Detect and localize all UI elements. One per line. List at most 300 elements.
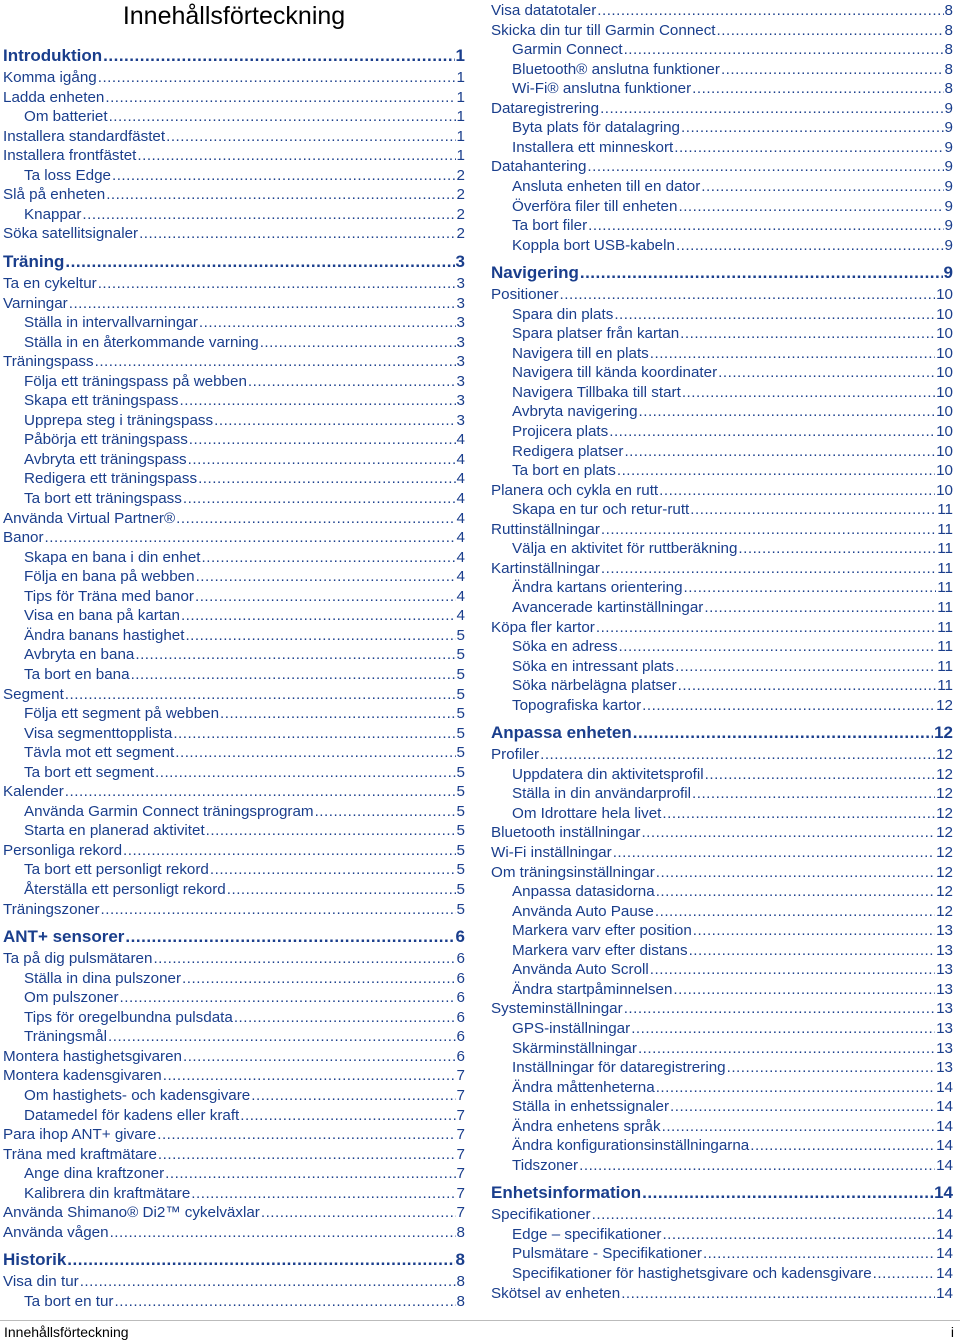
toc-entry-link[interactable]	[512, 805, 953, 824]
toc-dot-leader	[163, 1067, 456, 1085]
toc-entry-link[interactable]	[3, 901, 465, 920]
toc-dot-leader	[175, 744, 455, 762]
toc-entry-title: Ställa in dina pulszoner	[24, 969, 182, 987]
toc-entry-link[interactable]	[3, 1048, 465, 1067]
toc-dot-leader	[131, 666, 456, 684]
toc-entry-title: Träningspass	[3, 353, 94, 371]
toc-entry-title: Navigera Tillbaka till start	[512, 383, 681, 401]
toc-entry-link[interactable]	[512, 80, 953, 99]
toc-dot-leader	[251, 1087, 455, 1105]
toc-entry-link[interactable]	[24, 764, 465, 783]
toc-entry-link[interactable]	[512, 198, 953, 217]
toc-page-number: 6	[456, 1028, 465, 1046]
toc-entry-link[interactable]	[3, 225, 465, 244]
toc-entry-title: Edge – specifikationer	[512, 1225, 662, 1243]
toc-entry-title: Visa segmenttopplista	[24, 724, 173, 742]
toc-entry-link[interactable]	[491, 100, 953, 119]
toc-entry-link[interactable]	[24, 1087, 465, 1106]
toc-entry-link[interactable]	[512, 1265, 953, 1284]
toc-entry-link[interactable]	[24, 470, 465, 489]
toc-page-number: 9	[944, 138, 953, 156]
toc-entry-link[interactable]	[24, 822, 465, 841]
toc-entry-title: Ställa in din användarprofil	[512, 785, 691, 803]
toc-entry-link[interactable]	[512, 1079, 953, 1098]
toc-entry-link[interactable]	[491, 2, 953, 21]
toc-entry-link[interactable]	[512, 903, 953, 922]
toc-dot-leader	[103, 46, 454, 66]
toc-dot-leader	[139, 225, 455, 243]
toc-entry-title: Använda Virtual Partner®	[3, 509, 176, 527]
toc-entry-link[interactable]	[491, 560, 953, 579]
toc-chapter-link[interactable]	[491, 263, 953, 284]
toc-page-number: 14	[936, 1137, 953, 1155]
toc-dot-leader	[198, 470, 455, 488]
toc-entry-link[interactable]	[24, 206, 465, 225]
toc-entry-link[interactable]	[24, 725, 465, 744]
toc-entry-link[interactable]	[24, 607, 465, 626]
toc-entry-link[interactable]	[512, 599, 953, 618]
toc-page-number: 2	[456, 186, 465, 204]
toc-entry-link[interactable]	[3, 295, 465, 314]
toc-entry-link[interactable]	[3, 1204, 465, 1223]
toc-page-number: 11	[937, 657, 953, 675]
toc-entry-link[interactable]	[512, 1040, 953, 1059]
toc-entry-link[interactable]	[512, 364, 953, 383]
toc-page-number: 10	[936, 364, 953, 382]
toc-dot-leader	[120, 989, 456, 1007]
toc-page-number: 4	[456, 470, 465, 488]
toc-page-number: 7	[456, 1086, 465, 1104]
toc-entry-link[interactable]	[24, 392, 465, 411]
footer-divider	[0, 1320, 960, 1321]
toc-page-number: 10	[936, 383, 953, 401]
toc-page-number: 12	[936, 765, 953, 783]
toc-entry-link[interactable]	[3, 1273, 465, 1292]
toc-dot-leader	[633, 723, 933, 743]
toc-dot-leader	[613, 844, 935, 862]
toc-entry-link[interactable]	[3, 510, 465, 529]
toc-page-number: 9	[944, 158, 953, 176]
toc-entry-link[interactable]	[24, 373, 465, 392]
toc-page-number: 12	[936, 804, 953, 822]
toc-entry-link[interactable]	[512, 237, 953, 256]
toc-entry-link[interactable]	[24, 744, 465, 763]
toc-page-number: 14	[936, 1225, 953, 1243]
toc-dot-leader	[202, 549, 456, 567]
toc-entry-link[interactable]	[512, 697, 953, 716]
toc-entry-link[interactable]	[24, 989, 465, 1008]
toc-entry-link[interactable]	[512, 403, 953, 422]
toc-entry-link[interactable]	[512, 766, 953, 785]
toc-entry-title: Tidszoner	[512, 1156, 579, 1174]
toc-entry-link[interactable]	[491, 746, 953, 765]
toc-dot-leader	[185, 627, 455, 645]
toc-entry-title: Ansluta enheten till en dator	[512, 177, 701, 195]
toc-dot-leader	[587, 158, 943, 176]
toc-entry-link[interactable]	[491, 1206, 953, 1225]
toc-entry-link[interactable]	[3, 1067, 465, 1086]
toc-entry-title: Ändra måttenheterna	[512, 1078, 655, 1096]
toc-entry-link[interactable]	[24, 627, 465, 646]
toc-entry-link[interactable]	[512, 501, 953, 520]
toc-entry-link[interactable]	[3, 842, 465, 861]
toc-entry-link[interactable]	[3, 275, 465, 294]
toc-entry-title: Ange dina kraftzoner	[24, 1165, 165, 1183]
toc-page-number: 10	[936, 423, 953, 440]
toc-entry-link[interactable]	[512, 306, 953, 325]
toc-entry-link[interactable]	[512, 384, 953, 403]
toc-entry-link[interactable]	[512, 1245, 953, 1264]
toc-entry-title: Byta plats för datalagring	[512, 119, 681, 137]
toc-entry-link[interactable]	[24, 1293, 465, 1312]
toc-dot-leader	[655, 903, 935, 921]
toc-dot-leader	[106, 186, 455, 204]
toc-entry-title: Banor	[3, 529, 44, 547]
toc-page-number: 4	[456, 607, 465, 625]
toc-entry-title: Avbryta navigering	[512, 403, 638, 421]
toc-page-number: 8	[455, 1250, 465, 1270]
toc-page-number: 14	[936, 1206, 953, 1224]
toc-entry-title: Installera ett minneskort	[512, 138, 674, 156]
toc-entry-title: Ta bort ett personligt rekord	[24, 861, 209, 879]
toc-entry-link[interactable]	[24, 1185, 465, 1204]
toc-entry-link[interactable]	[24, 412, 465, 431]
toc-dot-leader	[597, 2, 943, 20]
toc-entry-link[interactable]	[3, 186, 465, 205]
toc-entry-title: Enhetsinformation	[491, 1183, 642, 1203]
page-title: Innehållsförteckning	[122, 2, 346, 30]
toc-entry-link[interactable]	[24, 549, 465, 568]
toc-page-number: 5	[456, 646, 465, 664]
toc-page-number: 12	[936, 844, 953, 861]
toc-entry-link[interactable]	[24, 314, 465, 333]
toc-entry-link[interactable]	[512, 785, 953, 804]
toc-dot-leader	[101, 901, 456, 919]
toc-dot-leader	[650, 345, 935, 363]
toc-entry-link[interactable]	[512, 1020, 953, 1039]
toc-page-number: 8	[944, 60, 953, 78]
toc-page-number: 9	[944, 99, 953, 117]
toc-dot-leader	[601, 560, 936, 578]
toc-dot-leader	[592, 1206, 935, 1224]
toc-chapter-link[interactable]	[491, 1183, 953, 1204]
toc-page-number: 9	[943, 263, 953, 283]
toc-page-number: 10	[936, 325, 953, 343]
toc-entry-link[interactable]	[3, 783, 465, 802]
toc-entry-link[interactable]	[491, 824, 953, 843]
toc-entry-title: Ta bort ett segment	[24, 763, 155, 781]
toc-entry-link[interactable]	[512, 462, 953, 481]
toc-dot-leader	[656, 1079, 935, 1097]
toc-page-number: 11	[937, 520, 953, 538]
toc-entry-link[interactable]	[24, 970, 465, 989]
toc-entry-link[interactable]	[512, 139, 953, 158]
toc-entry-link[interactable]	[512, 677, 953, 696]
toc-entry-link[interactable]	[3, 89, 465, 108]
toc-entry-title: Ändra konfigurationsinställningarna	[512, 1137, 750, 1155]
toc-page-number: 7	[456, 1165, 465, 1183]
toc-entry-title: Ta bort filer	[512, 217, 588, 235]
toc-entry-link[interactable]	[24, 803, 465, 822]
toc-entry-link[interactable]	[24, 1165, 465, 1184]
toc-page-number: 8	[944, 80, 953, 98]
toc-dot-leader	[82, 206, 455, 224]
toc-dot-leader	[158, 1146, 456, 1164]
toc-entry-link[interactable]	[24, 705, 465, 724]
toc-page-number: 5	[456, 841, 465, 859]
toc-page-number: 6	[456, 1008, 465, 1026]
toc-page-number: 12	[936, 863, 953, 881]
toc-dot-leader	[199, 314, 456, 332]
toc-entry-link[interactable]	[512, 41, 953, 60]
toc-dot-leader	[137, 147, 455, 165]
toc-entry-link[interactable]	[491, 521, 953, 540]
toc-entry-title: Inställningar för dataregistrering	[512, 1059, 726, 1077]
toc-entry-title: Träna med kraftmätare	[3, 1145, 157, 1163]
toc-dot-leader	[674, 139, 943, 157]
toc-chapter-link[interactable]	[491, 723, 953, 744]
toc-dot-leader	[65, 252, 454, 272]
toc-entry-link[interactable]	[512, 325, 953, 344]
toc-entry-link[interactable]	[24, 451, 465, 470]
toc-entry-title: Om pulszoner	[24, 989, 119, 1007]
toc-dot-leader	[214, 412, 455, 430]
toc-dot-leader	[588, 217, 943, 235]
toc-page-number: 7	[456, 1204, 465, 1222]
toc-entry-title: Följa ett träningspass på webben	[24, 372, 247, 390]
toc-entry-link[interactable]	[3, 1224, 465, 1243]
toc-entry-link[interactable]	[512, 119, 953, 138]
toc-dot-leader	[248, 373, 456, 391]
toc-entry-link[interactable]	[491, 158, 953, 177]
toc-page-number: 4	[456, 568, 465, 586]
toc-entry-link[interactable]	[24, 646, 465, 665]
toc-entry-link[interactable]	[491, 286, 953, 305]
toc-entry-link[interactable]	[512, 1137, 953, 1156]
toc-dot-leader	[682, 384, 935, 402]
toc-entry-link[interactable]	[3, 1126, 465, 1145]
toc-entry-title: Använda Auto Pause	[512, 902, 654, 920]
toc-entry-title: Ändra kartans orientering	[512, 579, 683, 597]
toc-entry-title: Ändra banans hastighet	[24, 626, 185, 644]
toc-page-number: 4	[456, 529, 465, 547]
toc-entry-title: Ändra enhetens språk	[512, 1117, 661, 1135]
toc-chapter-link[interactable]	[3, 927, 465, 948]
toc-page-number: 5	[456, 763, 465, 781]
toc-entry-link[interactable]	[3, 353, 465, 372]
toc-page-number: 5	[456, 783, 465, 801]
toc-entry-link[interactable]	[24, 431, 465, 450]
toc-dot-leader	[642, 1183, 933, 1203]
toc-page-number: 14	[936, 1284, 953, 1302]
toc-entry-title: Om träningsinställningar	[491, 863, 655, 881]
toc-entry-link[interactable]	[3, 950, 465, 969]
toc-entry-title: Slå på enheten	[3, 186, 106, 204]
toc-entry-title: Skicka din tur till Garmin Connect	[491, 21, 716, 39]
toc-entry-title: Träningsmål	[24, 1028, 107, 1046]
toc-entry-title: Specifikationer för hastighetsgivare och kadensgivare	[512, 1265, 872, 1282]
toc-entry-link[interactable]	[512, 423, 953, 442]
toc-entry-title: Söka en adress	[512, 638, 618, 656]
toc-entry-link[interactable]	[24, 167, 465, 186]
toc-page-number: 14	[936, 1098, 953, 1116]
toc-entry-title: Ladda enheten	[3, 88, 105, 106]
toc-entry-link[interactable]	[512, 961, 953, 980]
toc-entry-link[interactable]	[491, 1000, 953, 1019]
toc-entry-link[interactable]	[24, 1107, 465, 1126]
toc-entry-link[interactable]	[512, 345, 953, 364]
toc-dot-leader	[176, 510, 455, 528]
toc-dot-leader	[125, 927, 454, 947]
toc-entry-title: Markera varv efter distans	[512, 941, 688, 959]
toc-page-number: 12	[936, 785, 953, 803]
toc-page-number: 3	[456, 353, 465, 371]
toc-chapter-link[interactable]	[3, 252, 465, 273]
toc-dot-leader	[165, 1165, 455, 1183]
toc-entry-link[interactable]	[491, 619, 953, 638]
toc-dot-leader	[670, 1098, 935, 1116]
toc-entry-link[interactable]	[24, 334, 465, 353]
toc-entry-title: Ändra startpåminnelsen	[512, 980, 673, 998]
toc-dot-leader	[183, 1048, 456, 1066]
toc-entry-title: Ta loss Edge	[24, 166, 111, 184]
toc-entry-link[interactable]	[512, 942, 953, 961]
toc-entry-title: Introduktion	[3, 46, 103, 65]
toc-page-number: 9	[944, 236, 953, 254]
toc-entry-link[interactable]	[512, 61, 953, 80]
toc-page-number: 11	[937, 598, 953, 616]
toc-entry-link[interactable]	[512, 1226, 953, 1245]
toc-entry-link[interactable]	[3, 147, 465, 166]
toc-dot-leader	[692, 785, 935, 803]
toc-entry-title: Ta bort en plats	[512, 462, 616, 480]
toc-page-number: 4	[456, 450, 465, 468]
toc-entry-link[interactable]	[3, 529, 465, 548]
toc-entry-link[interactable]	[3, 686, 465, 705]
toc-entry-title: Återställa ett personligt rekord	[24, 881, 226, 898]
toc-entry-title: Upprepa steg i träningspass	[24, 411, 214, 429]
toc-entry-link[interactable]	[491, 482, 953, 501]
toc-entry-title: Tips för oregelbundna pulsdata	[24, 1008, 233, 1026]
toc-entry-link[interactable]	[24, 568, 465, 587]
toc-entry-link[interactable]	[512, 1157, 953, 1176]
toc-page-number: 11	[937, 540, 953, 558]
toc-entry-link[interactable]	[512, 540, 953, 559]
toc-dot-leader	[540, 746, 935, 764]
toc-entry-title: Följa ett segment på webben	[24, 705, 220, 723]
toc-dot-leader	[220, 705, 456, 723]
toc-page-number: 8	[944, 41, 953, 59]
toc-dot-leader	[662, 805, 935, 823]
toc-entry-link[interactable]	[512, 922, 953, 941]
toc-entry-link[interactable]	[512, 217, 953, 236]
toc-entry-link[interactable]	[512, 638, 953, 657]
toc-page-number: 4	[456, 431, 465, 449]
toc-entry-link[interactable]	[512, 883, 953, 902]
toc-entry-link[interactable]	[512, 579, 953, 598]
toc-page-number: 13	[936, 1000, 953, 1018]
toc-page-number: 7	[456, 1184, 465, 1202]
toc-dot-leader	[676, 237, 944, 255]
toc-dot-leader	[98, 69, 456, 87]
toc-entry-link[interactable]	[491, 864, 953, 883]
toc-page-number: 13	[936, 941, 953, 959]
toc-entry-link[interactable]	[24, 1009, 465, 1028]
toc-entry-link[interactable]	[3, 128, 465, 147]
toc-dot-leader	[95, 353, 456, 371]
toc-entry-title: Välja en aktivitet för ruttberäkning	[512, 540, 738, 558]
toc-entry-title: Uppdatera din aktivitetsprofil	[512, 765, 704, 783]
toc-dot-leader	[614, 306, 935, 324]
toc-page-number: 10	[936, 442, 953, 460]
toc-page-number: 12	[936, 824, 953, 842]
toc-entry-link[interactable]	[24, 1028, 465, 1047]
toc-entry-title: Wi-Fi inställningar	[491, 844, 612, 861]
toc-entry-title: Använda Shimano® Di2™ cykelväxlar	[3, 1204, 260, 1222]
toc-dot-leader	[738, 540, 936, 558]
toc-entry-link[interactable]	[512, 1059, 953, 1078]
toc-page-number: 14	[936, 1117, 953, 1135]
toc-dot-leader	[684, 579, 937, 597]
toc-chapter-link[interactable]	[3, 46, 465, 67]
toc-entry-title: Söka närbelägna platser	[512, 677, 677, 695]
toc-entry-link[interactable]	[491, 844, 953, 863]
toc-entry-link[interactable]	[512, 981, 953, 1000]
toc-page-number: 8	[456, 1273, 465, 1291]
toc-entry-link[interactable]	[491, 1285, 953, 1304]
toc-entry-title: Positioner	[491, 286, 559, 304]
toc-entry-link[interactable]	[24, 881, 465, 900]
toc-entry-title: Montera hastighetsgivaren	[3, 1047, 182, 1065]
toc-entry-link[interactable]	[491, 22, 953, 41]
toc-entry-link[interactable]	[512, 178, 953, 197]
toc-dot-leader	[656, 883, 935, 901]
toc-page-number: 2	[456, 166, 465, 184]
toc-dot-leader	[227, 881, 456, 899]
toc-entry-link[interactable]	[24, 108, 465, 127]
toc-entry-link[interactable]	[512, 1118, 953, 1137]
toc-entry-link[interactable]	[3, 1146, 465, 1165]
toc-page-number: 6	[456, 989, 465, 1007]
toc-entry-title: Avbryta ett träningspass	[24, 450, 187, 468]
toc-dot-leader	[678, 677, 937, 695]
toc-entry-link[interactable]	[3, 69, 465, 88]
toc-dot-leader	[596, 619, 936, 637]
toc-page-number: 3	[455, 251, 465, 271]
toc-entry-link[interactable]	[24, 490, 465, 509]
toc-page-number: 9	[944, 119, 953, 137]
toc-page-number: 1	[456, 147, 465, 165]
toc-entry-title: Visa datatotaler	[491, 2, 597, 19]
toc-entry-title: Skötsel av enheten	[491, 1284, 621, 1302]
toc-entry-link[interactable]	[512, 1098, 953, 1117]
toc-page-number: 11	[937, 501, 953, 519]
toc-entry-link[interactable]	[24, 666, 465, 685]
toc-entry-link[interactable]	[512, 658, 953, 677]
toc-page-number: 14	[936, 1265, 953, 1282]
toc-entry-title: Visa en bana på kartan	[24, 607, 180, 625]
toc-dot-leader	[135, 646, 455, 664]
toc-entry-title: Köpa fler kartor	[491, 618, 595, 636]
toc-chapter-link[interactable]	[3, 1250, 465, 1271]
toc-entry-title: Personliga rekord	[3, 841, 123, 859]
toc-entry-link[interactable]	[24, 861, 465, 880]
toc-entry-link[interactable]	[512, 443, 953, 462]
toc-entry-title: Avancerade kartinställningar	[512, 598, 704, 616]
toc-page-number: 8	[456, 1223, 465, 1241]
toc-entry-link[interactable]	[24, 588, 465, 607]
toc-dot-leader	[65, 783, 456, 801]
